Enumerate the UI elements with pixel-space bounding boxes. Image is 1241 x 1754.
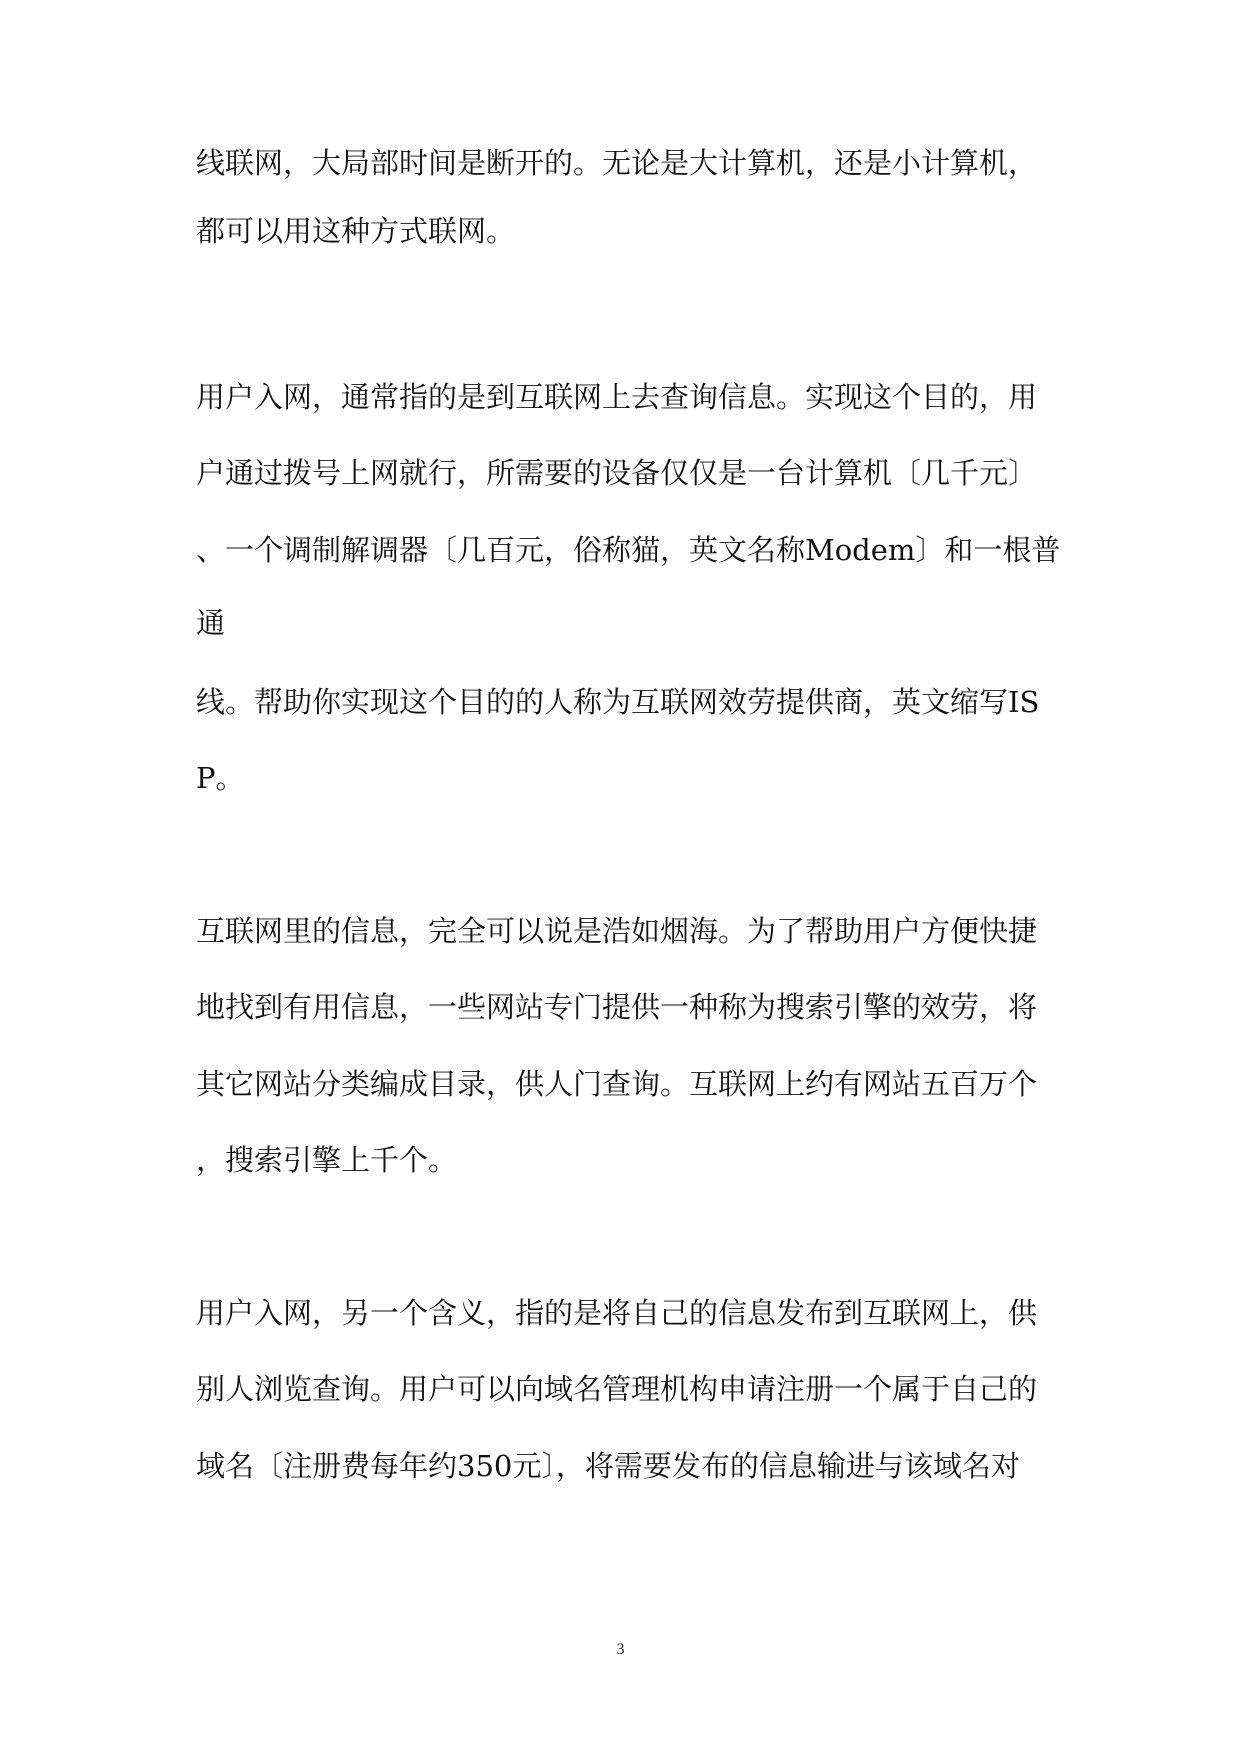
paragraph-2-line-4: 通 <box>196 606 226 640</box>
paragraph-3-line-4: ，搜索引擎上千个。 <box>196 1143 458 1177</box>
page-number: 3 <box>616 1641 625 1658</box>
paragraph-2-line-3: 、一个调制解调器〔几百元，俗称猫，英文名称Modem〕和一根普 <box>196 533 1061 567</box>
paragraph-2-line-5: 线。帮助你实现这个目的的人称为互联网效劳提供商，英文缩写IS <box>196 685 1040 719</box>
paragraph-4-line-2: 别人浏览查询。用户可以向域名管理机构申请注册一个属于自己的 <box>196 1372 1038 1406</box>
paragraph-3-line-3: 其它网站分类编成目录，供人门查询。互联网上约有网站五百万个 <box>196 1067 1038 1101</box>
paragraph-2-line-2: 户通过拨号上网就行，所需要的设备仅仅是一台计算机〔几千元〕 <box>196 456 1038 490</box>
paragraph-1-line-1: 线联网，大局部时间是断开的。无论是大计算机，还是小计算机， <box>196 146 1038 180</box>
paragraph-2-line-6: P。 <box>196 761 245 795</box>
paragraph-2-line-1: 用户入网，通常指的是到互联网上去查询信息。实现这个目的，用 <box>196 380 1038 414</box>
paragraph-3-line-1: 互联网里的信息，完全可以说是浩如烟海。为了帮助用户方便快捷 <box>196 914 1038 948</box>
paragraph-1-line-2: 都可以用这种方式联网。 <box>196 214 516 248</box>
paragraph-3-line-2: 地找到有用信息，一些网站专门提供一种称为搜索引擎的效劳，将 <box>196 990 1038 1024</box>
paragraph-4-line-3: 域名〔注册费每年约350元〕，将需要发布的信息输进与该域名对 <box>196 1449 1020 1483</box>
paragraph-4-line-1: 用户入网，另一个含义，指的是将自己的信息发布到互联网上，供 <box>196 1296 1038 1330</box>
